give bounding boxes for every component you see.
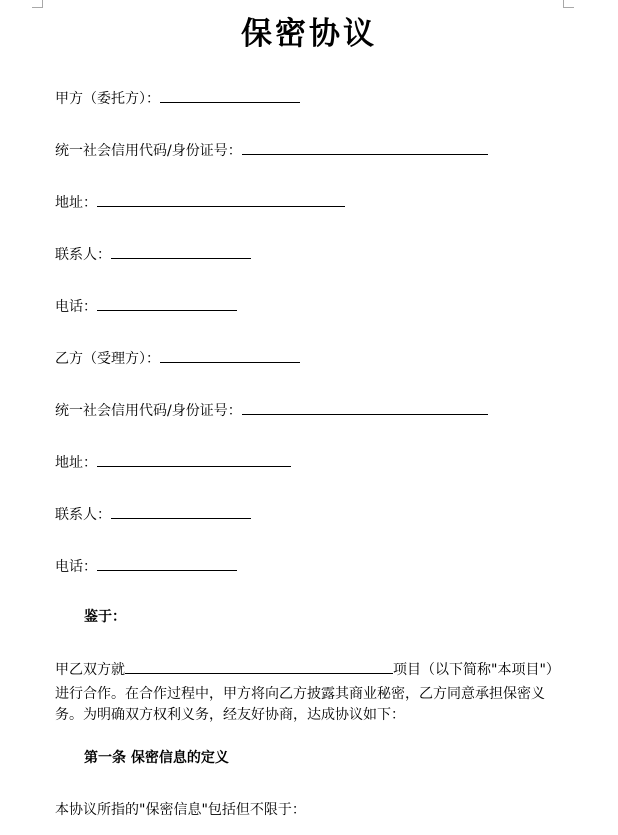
project-body-paragraph: 进行合作。在合作过程中，甲方将向乙方披露其商业秘密，乙方同意承担保密义务。为明确双方权利义务，经友好协商，达成协议如下： (55, 686, 545, 723)
party-a-address-field (55, 192, 345, 213)
party-a-name-blank[interactable] (160, 88, 300, 103)
party-a-contact-field (55, 244, 251, 265)
party-a-phone-label: 电话： (55, 299, 97, 315)
party-a-code-field (55, 140, 488, 161)
party-a-phone-blank[interactable] (97, 296, 237, 311)
whereas-heading: 鉴于： (84, 609, 126, 625)
party-b-code-blank[interactable] (242, 400, 488, 415)
article-1-intro: 本协议所指的"保密信息"包括但不限于： (55, 802, 306, 818)
party-a-code-blank[interactable] (242, 140, 488, 155)
party-b-name-blank[interactable] (160, 348, 300, 363)
party-b-address-field (55, 452, 291, 473)
document-title: 保密协议 (241, 16, 377, 52)
party-a-name-label: 甲方（委托方）： (55, 91, 160, 107)
party-a-phone-field (55, 296, 237, 317)
party-a-address-label: 地址： (55, 195, 97, 211)
party-b-contact-label: 联系人： (55, 507, 111, 523)
party-b-address-label: 地址： (55, 455, 97, 471)
project-prefix: 甲乙双方就 (55, 662, 125, 678)
party-a-name-field (55, 88, 300, 109)
project-line (55, 659, 560, 680)
party-b-code-field (55, 400, 488, 421)
party-b-phone-label: 电话： (55, 559, 97, 575)
party-a-contact-label: 联系人： (55, 247, 111, 263)
party-b-contact-blank[interactable] (111, 504, 251, 519)
party-b-code-label: 统一社会信用代码/身份证号： (55, 403, 242, 419)
party-b-contact-field (55, 504, 251, 525)
party-a-address-blank[interactable] (97, 192, 345, 207)
party-b-name-field (55, 348, 300, 369)
party-a-code-label: 统一社会信用代码/身份证号： (55, 143, 242, 159)
project-suffix: 项目（以下简称"本项目"） (393, 662, 560, 678)
party-b-phone-field (55, 556, 237, 577)
page-corner-mark-left (32, 0, 43, 8)
party-b-phone-blank[interactable] (97, 556, 237, 571)
party-b-name-label: 乙方（受理方）： (55, 351, 160, 367)
page-corner-mark-right (563, 0, 574, 8)
project-name-blank[interactable] (125, 659, 393, 674)
article-1-heading: 第一条 保密信息的定义 (84, 750, 229, 766)
party-b-address-blank[interactable] (97, 452, 291, 467)
party-a-contact-blank[interactable] (111, 244, 251, 259)
